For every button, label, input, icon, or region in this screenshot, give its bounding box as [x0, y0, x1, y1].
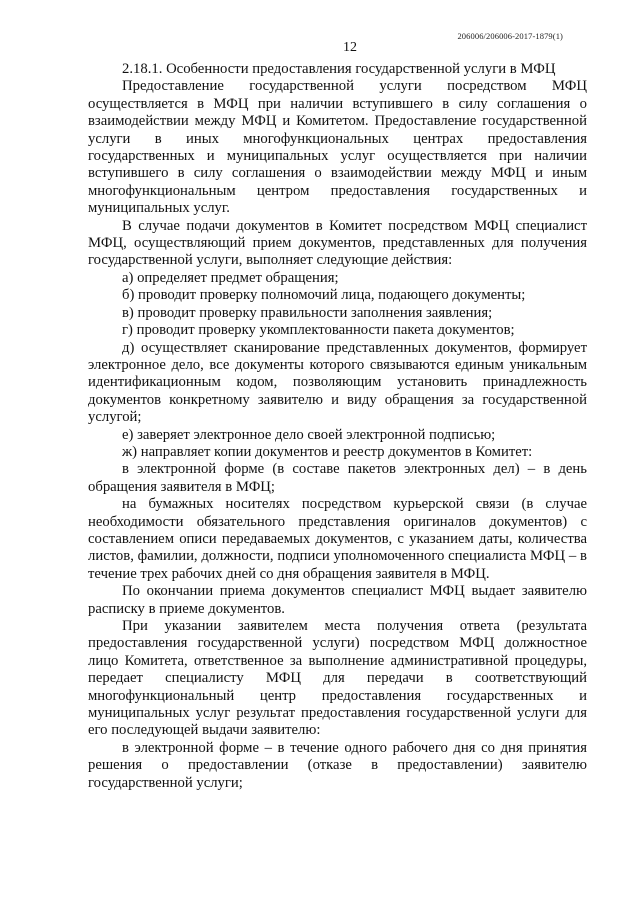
page-number: 12 [343, 40, 357, 55]
list-item-zh: ж) направляет копии документов и реестр документов в Комитет: [122, 443, 533, 460]
list-item-d: д) осуществляет сканирование представленных документов, формирует электронное дело, все документы которого связываются единым уникальным идентификационным кодом, позволяющим установить принадлежность документов конкретному заявителю и виду обращения за государственной услугой; [88, 339, 587, 426]
paragraph-receipt: По окончании приема документов специалист МФЦ выдает заявителю расписку в приеме документов. [88, 583, 587, 617]
list-item-v: в) проводит проверку правильности заполнения заявления; [122, 304, 493, 321]
paragraph-electronic-result: в электронной форме – в течение одного рабочего дня со дня принятия решения о предоставлении (отказе в предоставлении) заявителю государственной услуги; [88, 739, 587, 791]
section-heading: 2.18.1. Особенности предоставления государственной услуги в МФЦ [122, 61, 556, 77]
list-item-e: е) заверяет электронное дело своей электронной подписью; [122, 426, 496, 443]
list-item-b: б) проводит проверку полномочий лица, подающего документы; [122, 287, 526, 304]
paragraph-mfc-provision: Предоставление государственной услуги посредством МФЦ осуществляется в МФЦ при наличии вступившего в силу соглашения о взаимодействии между МФЦ и Комитетом. Предоставление государственной услуги в иных многофункциональных центрах предоставления государственных и муниципальных услуг осуществляется при наличии вступившего в силу соглашения о взаимодействии между МФЦ и иным многофункциональным центром предоставления государственных и муниципальных услуг. [88, 78, 587, 217]
document-code: 206006/206006-2017-1879(1) [457, 31, 563, 41]
paragraph-electronic-form: в электронной форме (в составе пакетов электронных дел) – в день обращения заявителя в МФЦ; [88, 461, 587, 495]
document-body [88, 61, 587, 792]
paragraph-paper-form: на бумажных носителях посредством курьерской связи (в случае необходимости обязательного представления оригиналов документов) с составлением описи передаваемых документов, с указанием даты, количества листов, фамилии, должности, подписи уполномоченного специалиста МФЦ – в течение трех рабочих дней со дня обращения заявителя в МФЦ. [88, 496, 587, 582]
list-item-g: г) проводит проверку укомплектованности пакета документов; [122, 322, 515, 339]
list-item-a: а) определяет предмет обращения; [122, 269, 339, 286]
paragraph-result-delivery: При указании заявителем места получения ответа (результата предоставления государственной услуги) посредством МФЦ должностное лицо Комитета, ответственное за выполнение административной процедуры, передает специалисту МФЦ для передачи в соответствующий многофункциональный центр предоставления государственных и муниципальных услуг результат предоставления государственной услуги для его последующей выдачи заявителю: [88, 618, 587, 739]
paragraph-document-submission: В случае подачи документов в Комитет посредством МФЦ специалист МФЦ, осуществляющий прием документов, представленных для получения государственной услуги, выполняет следующие действия: [88, 217, 587, 269]
